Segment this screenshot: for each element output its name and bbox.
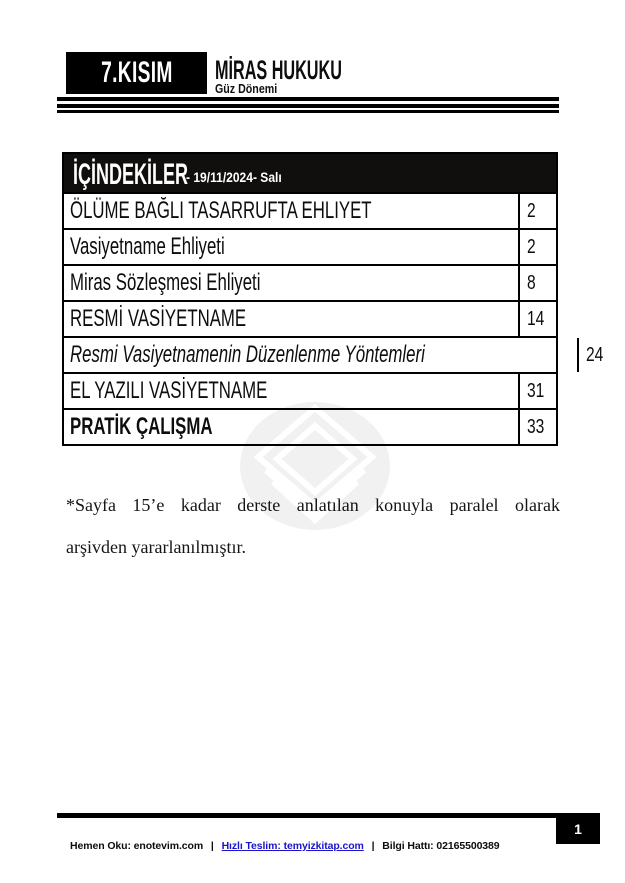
footer-contact-line <box>70 840 500 852</box>
toc-row <box>64 408 556 444</box>
toc-title: İÇİNDEKİLER <box>73 158 189 191</box>
footer-separator: | <box>210 840 214 852</box>
footer-info-label: Bilgi Hattı: 02165500389 <box>382 840 500 852</box>
toc-entry-page: 2 <box>518 230 556 264</box>
toc-row <box>64 336 604 372</box>
toc-row <box>64 300 556 336</box>
footer-delivery-link[interactable]: Hızlı Teslim: temyizkitap.com <box>221 840 364 852</box>
footer-read-label: Hemen Oku: enotevim.com <box>70 840 204 852</box>
toc-entry-page: 24 <box>577 338 615 372</box>
toc-entry-page: 14 <box>518 302 556 336</box>
footnote-line-1: *Sayfa 15’e kadar derste anlatılan konuyla paralel olarak <box>66 495 560 515</box>
toc-entry-title: RESMİ VASİYETNAME <box>70 305 247 332</box>
table-of-contents <box>62 152 604 446</box>
toc-row <box>64 264 556 300</box>
toc-entry-title: Miras Sözleşmesi Ehliyeti <box>70 269 261 296</box>
toc-header <box>64 154 556 192</box>
term-label: Güz Dönemi <box>215 81 278 96</box>
toc-date: - 19/11/2024- Salı <box>186 169 282 185</box>
page-number: 1 <box>574 820 582 837</box>
footnote-paragraph <box>66 484 560 568</box>
header-divider-line-3 <box>57 110 559 113</box>
toc-entry-page: 8 <box>518 266 556 300</box>
toc-entry-title: Resmi Vasiyetnamenin Düzenlenme Yöntemleri <box>70 341 425 368</box>
toc-entry-title: EL YAZILI VASİYETNAME <box>70 377 268 404</box>
toc-row <box>64 228 556 264</box>
toc-entry-title: Vasiyetname Ehliyeti <box>70 233 225 260</box>
header-divider-line-2 <box>57 104 559 108</box>
toc-entry-page: 31 <box>518 374 556 408</box>
toc-entry-title: ÖLÜME BAĞLI TASARRUFTA EHLIYET <box>70 197 372 224</box>
toc-row <box>64 372 556 408</box>
footnote-line-2: arşivden yararlanılmıştır. <box>66 537 246 557</box>
course-title: MİRAS HUKUKU <box>215 55 342 85</box>
part-number-box <box>66 52 207 94</box>
toc-row <box>64 192 556 228</box>
part-number-label: 7.KISIM <box>100 56 173 89</box>
toc-entry-page: 33 <box>518 410 556 444</box>
footer-divider-line <box>57 813 556 818</box>
toc-entry-page: 2 <box>518 194 556 228</box>
footer-separator: | <box>371 840 375 852</box>
header-divider-line-1 <box>57 97 559 101</box>
toc-entry-title: PRATİK ÇALIŞMA <box>70 413 213 440</box>
page-number-badge <box>556 813 600 844</box>
